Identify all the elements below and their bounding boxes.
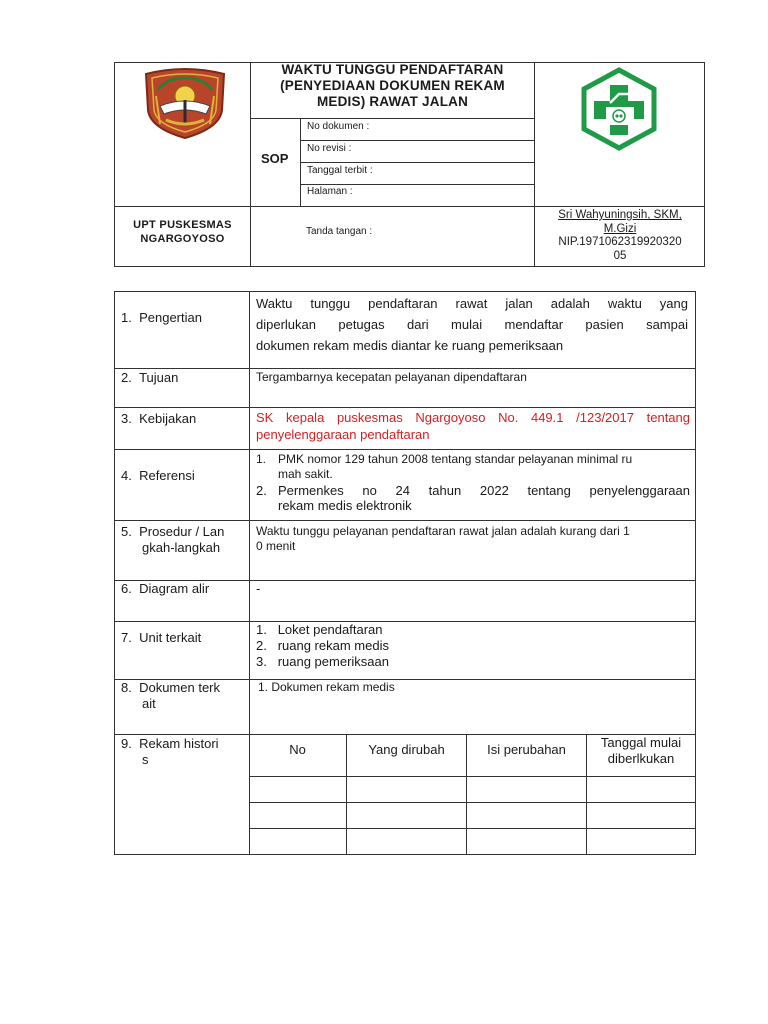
row-label-dokumen-terkait: 8. Dokumen terk ait (121, 680, 220, 711)
regency-logo-icon (136, 66, 234, 140)
history-divider (586, 734, 587, 855)
history-divider (249, 776, 696, 777)
puskesmas-logo-icon (580, 67, 658, 151)
row-label-pengertian: 1. Pengertian (121, 310, 202, 325)
org-name: UPT PUSKESMAS NGARGOYOSO (133, 219, 232, 245)
dokumen-terkait-text: 1. Dokumen rekam medis (258, 680, 395, 694)
history-header-isi-perubahan: Isi perubahan (487, 742, 566, 757)
header-divider (300, 140, 534, 141)
history-header-yang-dirubah: Yang dirubah (368, 742, 445, 757)
row-divider (114, 407, 696, 408)
row-label-prosedur: 5. Prosedur / Lan gkah-langkah (121, 524, 225, 555)
field-halaman: Halaman : (307, 186, 353, 197)
history-header-tanggal: Tanggal mulai diberlkukan (600, 735, 682, 766)
document-title: WAKTU TUNGGU PENDAFTARAN (PENYEDIAAN DOKUMEN REKAM MEDIS) RAWAT JALAN (280, 62, 505, 109)
row-label-referensi: 4. Referensi (121, 468, 195, 483)
row-label-unit-terkait: 7. Unit terkait (121, 630, 202, 645)
history-divider (249, 802, 696, 803)
signer-name: Sri Wahyuningsih, SKM, M.Gizi NIP.1971062319920320 05 (558, 209, 682, 262)
history-header-no: No (289, 742, 306, 757)
prosedur-text: Waktu tunggu pelayanan pendaftaran rawat jalan adalah kurang dari 1 0 menit (256, 524, 630, 553)
history-divider (249, 828, 696, 829)
tujuan-text: Tergambarnya kecepatan pelayanan dipendaftaran (256, 370, 527, 384)
row-divider (114, 449, 696, 450)
kebijakan-text: SK kepala puskesmas Ngargoyoso No. 449.1 /123/2017 tentang penyelenggaraan pendaftaran (256, 410, 690, 442)
header-divider (300, 184, 534, 185)
row-label-kebijakan: 3. Kebijakan (121, 411, 197, 426)
field-no-revisi: No revisi : (307, 143, 352, 154)
header-divider (250, 118, 534, 119)
header-divider (114, 206, 705, 207)
list-item: 3. ruang pemeriksaan (256, 654, 389, 669)
row-label-tujuan: 2. Tujuan (121, 370, 179, 385)
pengertian-text: Waktu tunggu pendaftaran rawat jalan adalah waktu yang diperlukan petugas dari mulai mendaftar pasien sampai dokumen rekam medis diantar ke ruang pemeriksaan (256, 296, 688, 353)
row-divider (114, 368, 696, 369)
field-no-dokumen: No dokumen : (307, 121, 370, 132)
list-item: 1. Loket pendaftaran (256, 622, 383, 637)
list-item: 2. ruang rekam medis (256, 638, 389, 653)
signature-label: Tanda tangan : (306, 226, 373, 237)
row-label-diagram-alir: 6. Diagram alir (121, 581, 210, 596)
sop-label: SOP (261, 151, 289, 166)
row-label-rekam-historis: 9. Rekam histori s (121, 736, 219, 767)
history-table (249, 734, 696, 855)
diagram-alir-text: - (256, 581, 261, 596)
field-tanggal-terbit: Tanggal terbit : (307, 165, 373, 176)
unit-terkait-list (256, 622, 690, 670)
row-divider (114, 520, 696, 521)
header-divider (300, 162, 534, 163)
